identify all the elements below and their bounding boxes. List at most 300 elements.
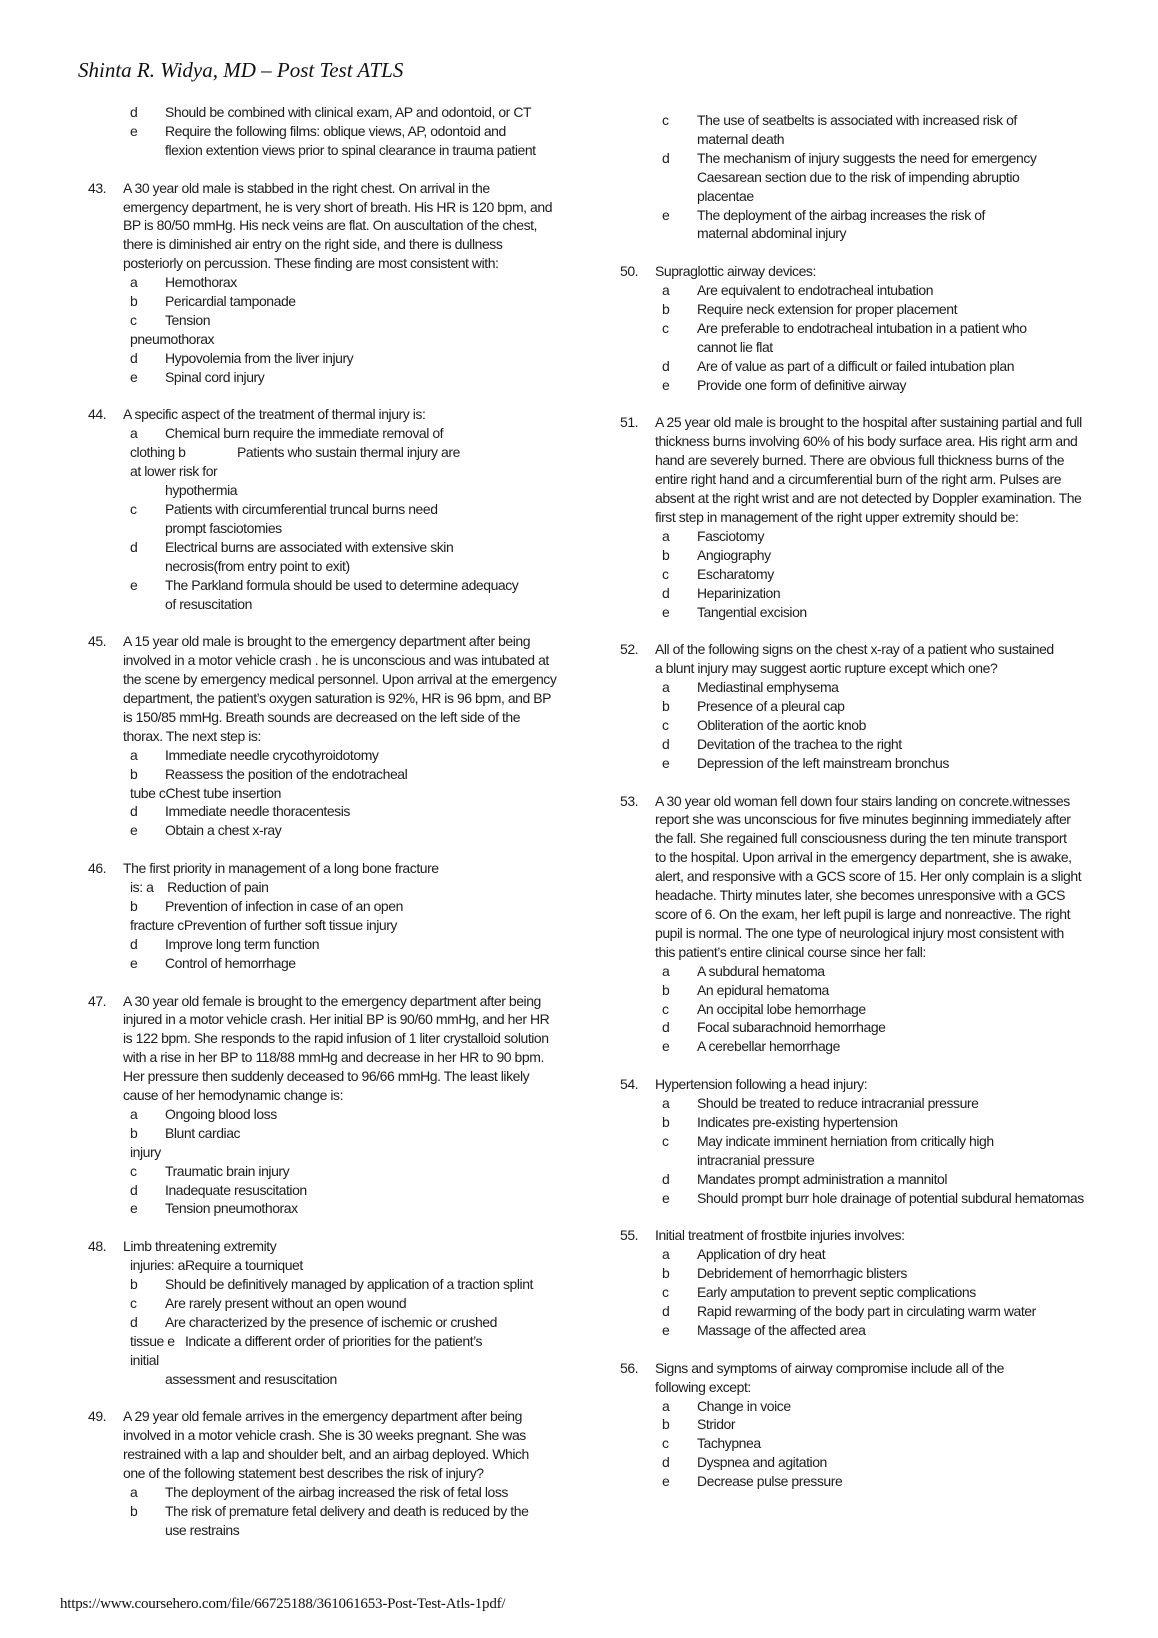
option-text: Application of dry heat (697, 1246, 826, 1263)
question-stem-line: Signs and symptoms of airway compromise include all of the (655, 1359, 1004, 1376)
option-row (123, 424, 601, 443)
option-text: Obtain a chest x-ray (165, 822, 282, 839)
option-text: Fasciotomy (697, 527, 765, 544)
continuation-line: injuries: aRequire a tourniquet (130, 1257, 303, 1274)
question-54 (618, 1075, 1133, 1207)
option-letter: b (662, 1265, 670, 1282)
question-stem-line: a blunt injury may suggest aortic rupture except which one? (655, 660, 998, 677)
option-text: The mechanism of injury suggests the need for emergency (697, 149, 1037, 166)
option-text: Presence of a pleural cap (697, 698, 845, 715)
option-text: Escharatomy (697, 565, 774, 582)
option-text: The deployment of the airbag increased the risk of fetal loss (165, 1484, 508, 1501)
option-row (655, 1094, 1133, 1113)
question-stem-line: hand are severely burned. There are obvious full thickness burns of the (655, 452, 1065, 469)
option-row (655, 1321, 1133, 1340)
option-row (655, 1434, 1133, 1453)
continuation-line: initial (130, 1351, 159, 1368)
option-letter: d (130, 1181, 138, 1198)
option-row (655, 584, 1133, 603)
option-row (123, 765, 601, 784)
option-row (655, 1415, 1133, 1434)
question-stem-line: absent at the right wrist and are not detected by Doppler examination. The (655, 490, 1082, 507)
option-row (123, 1313, 601, 1332)
option-text: Provide one form of definitive airway (697, 376, 907, 393)
option-row (655, 603, 1133, 622)
option-text: Tension (165, 311, 211, 328)
question-number: 48. (88, 1238, 107, 1255)
question-stem-line: A 30 year old woman fell down four stairs landing on concrete.witnesses (655, 792, 1070, 809)
option-letter: a (662, 679, 670, 696)
option-row (655, 1113, 1133, 1132)
option-text: Should prompt burr hole drainage of potential subdural hematomas (697, 1189, 1084, 1206)
option-letter: d (662, 1303, 670, 1319)
option-text: Spinal cord injury (165, 368, 265, 385)
two-column-layout (86, 103, 1133, 1559)
question-number: 50. (620, 263, 639, 280)
question-stem-line: A 25 year old male is brought to the hospital after sustaining partial and full (655, 414, 1082, 431)
option-text: Are rarely present without an open wound (165, 1295, 407, 1311)
option-row (655, 1302, 1133, 1321)
question-stem-line: A 15 year old male is brought to the emergency department after being (123, 633, 531, 650)
right-column (618, 103, 1133, 1559)
option-text: Should be definitively managed by application of a traction splint (165, 1276, 533, 1293)
question-number: 49. (88, 1408, 107, 1425)
question-stem-line: Supraglottic airway devices: (655, 263, 816, 280)
option-row (123, 746, 601, 765)
question-44 (86, 405, 601, 613)
option-row (123, 1105, 601, 1124)
left-column (86, 103, 601, 1559)
question-stem-line: following except: (655, 1378, 751, 1395)
option-letter: b (130, 293, 138, 310)
option-letter: b (130, 1502, 138, 1519)
option-row (655, 981, 1133, 1000)
option-letter: b (662, 301, 670, 318)
option-letter: c (662, 716, 669, 733)
option-text: Stridor (697, 1416, 736, 1433)
option-text: Are preferable to endotracheal intubation in a patient who (697, 319, 1027, 336)
option-letter: d (130, 104, 138, 120)
option-text: Massage of the affected area (697, 1321, 866, 1338)
option-letter: a (662, 962, 670, 979)
continuation-line: prompt fasciotomies (165, 519, 282, 536)
option-text: Tachypnea (697, 1435, 761, 1452)
question-53 (618, 792, 1133, 1057)
option-text: Dyspnea and agitation (697, 1454, 827, 1471)
question-stem-line: Her pressure then suddenly deceased to 96/66 mmHg. The least likely (123, 1068, 530, 1085)
option-text: Mediastinal emphysema (697, 679, 839, 696)
options-continuation-block (618, 111, 1133, 243)
option-text: Reassess the position of the endotracheal (165, 765, 408, 782)
option-text: Debridement of hemorrhagic blisters (697, 1265, 907, 1282)
continuation-line: at lower risk for (130, 463, 218, 480)
question-stem-line: The first priority in management of a long bone fracture (123, 860, 439, 877)
continuation-line: assessment and resuscitation (165, 1370, 337, 1387)
option-letter: a (662, 1397, 670, 1414)
option-letter: c (130, 1162, 137, 1179)
option-row (123, 935, 601, 954)
option-row (655, 716, 1133, 735)
option-text: Should be treated to reduce intracranial pressure (697, 1095, 979, 1112)
question-55 (618, 1226, 1133, 1339)
option-row (655, 1018, 1133, 1037)
question-stem-line: emergency department, he is very short of breath. His HR is 120 bpm, and (123, 198, 553, 215)
option-letter: d (662, 735, 670, 752)
question-stem-line: headache. Thirty minutes later, she becomes unresponsive with a GCS (655, 887, 1066, 904)
option-row (123, 821, 601, 840)
question-stem-line: alert, and responsive with a GCS score of 15. Her only complain is a slight (655, 868, 1082, 885)
question-46 (86, 859, 601, 972)
option-row (123, 1275, 601, 1294)
question-stem-line: Limb threatening extremity (123, 1238, 277, 1255)
question-number: 52. (620, 641, 639, 658)
option-text: Depression of the left mainstream bronchus (697, 754, 949, 771)
option-letter: b (662, 1416, 670, 1433)
question-stem-line: one of the following statement best describes the risk of injury? (123, 1465, 484, 1482)
option-row (655, 149, 1133, 168)
option-text: Are equivalent to endotracheal intubation (697, 282, 934, 299)
option-row (123, 897, 601, 916)
question-stem-line: BP is 80/50 mmHg. His neck veins are flat. On auscultation of the chest, (123, 217, 538, 234)
option-text: The Parkland formula should be used to determine adequacy (165, 576, 519, 593)
option-row (655, 376, 1133, 395)
option-row (655, 206, 1133, 225)
option-row (123, 292, 601, 311)
option-letter: d (130, 349, 138, 366)
question-stem-line: there is diminished air entry on the right side, and there is dullness (123, 236, 503, 253)
continuation-line: use restrains (165, 1521, 240, 1538)
option-row (123, 1162, 601, 1181)
option-text: Ongoing blood loss (165, 1105, 277, 1122)
option-letter: d (662, 357, 670, 374)
option-letter: b (130, 765, 138, 782)
continuation-line: cannot lie flat (697, 338, 773, 355)
option-row (655, 527, 1133, 546)
option-row (655, 1397, 1133, 1416)
option-row (123, 273, 601, 292)
option-row (655, 697, 1133, 716)
question-stem-line: the scene by emergency medical personnel. Upon arrival at the emergency (123, 671, 557, 688)
option-text: Immediate needle thoracentesis (165, 803, 350, 820)
option-text: A subdural hematoma (697, 962, 825, 979)
option-text: Decrease pulse pressure (697, 1473, 843, 1490)
option-text: Are characterized by the presence of ischemic or crushed (165, 1313, 497, 1330)
option-text: Hypovolemia from the liver injury (165, 349, 354, 366)
option-row (123, 122, 601, 141)
option-row (123, 1124, 601, 1143)
option-text: Hemothorax (165, 274, 237, 291)
option-letter: d (130, 1313, 138, 1330)
option-letter: a (662, 527, 670, 544)
option-letter: c (662, 319, 669, 336)
question-stem-line: injured in a motor vehicle crash. Her initial BP is 90/60 mmHg, and her HR (123, 1011, 550, 1028)
option-text: An occipital lobe hemorrhage (697, 1000, 866, 1017)
option-text: The deployment of the airbag increases the risk of (697, 206, 986, 223)
option-letter: a (662, 1246, 670, 1263)
option-text: Early amputation to prevent septic complications (697, 1284, 976, 1301)
question-50 (618, 262, 1133, 394)
option-row (123, 1502, 601, 1521)
question-45 (86, 632, 601, 840)
option-text: The risk of premature fetal delivery and death is reduced by the (165, 1502, 529, 1519)
option-text: Require neck extension for proper placement (697, 301, 958, 318)
option-row (655, 1037, 1133, 1056)
option-row (123, 311, 601, 330)
option-text: Obliteration of the aortic knob (697, 716, 866, 733)
option-row (655, 1170, 1133, 1189)
question-stem-line: A 30 year old male is stabbed in the right chest. On arrival in the (123, 179, 490, 196)
option-letter: e (130, 954, 138, 971)
continuation-line: maternal death (697, 130, 785, 147)
question-stem-line: cause of her hemodynamic change is: (123, 1087, 344, 1104)
continuation-line: injury (130, 1143, 161, 1160)
option-text: Immediate needle crycothyroidotomy (165, 746, 379, 763)
continuation-line: placentae (697, 187, 754, 204)
option-letter: d (130, 935, 138, 952)
options-continuation-block (86, 103, 601, 160)
continuation-line: flexion extention views prior to spinal clearance in trauma patient (165, 141, 536, 158)
option-text: Are of value as part of a difficult or failed intubation plan (697, 357, 1015, 374)
option-row (655, 1132, 1133, 1151)
option-letter: b (130, 1124, 138, 1141)
question-stem-line: is 122 bpm. She responds to the rapid infusion of 1 liter crystalloid solution (123, 1030, 549, 1047)
question-stem-line: All of the following signs on the chest x-ray of a patient who sustained (655, 641, 1054, 658)
option-letter: b (130, 1276, 138, 1293)
option-letter: d (662, 1170, 670, 1187)
option-letter: d (662, 149, 670, 166)
option-text: Pericardial tamponade (165, 293, 296, 310)
option-letter: e (662, 1189, 670, 1206)
question-stem-line: first step in management of the right upper extremity should be: (655, 509, 1019, 525)
option-row (655, 1453, 1133, 1472)
option-letter: e (662, 1473, 670, 1490)
option-letter: a (130, 746, 138, 763)
question-stem-line: Hypertension following a head injury: (655, 1076, 868, 1093)
option-letter: c (662, 112, 669, 128)
question-56 (618, 1359, 1133, 1491)
option-text: Change in voice (697, 1397, 791, 1414)
option-letter: d (662, 1019, 670, 1036)
option-row (655, 1472, 1133, 1491)
option-row (655, 735, 1133, 754)
option-letter: a (130, 1105, 138, 1122)
option-letter: d (662, 584, 670, 601)
option-row (655, 678, 1133, 697)
option-letter: c (662, 565, 669, 582)
option-row (655, 357, 1133, 376)
question-stem-line: entire right hand and a circumferential burn of the right arm. Pulses are (655, 471, 1062, 488)
question-stem-line: with a rise in her BP to 118/88 mmHg and decrease in her HR to 90 bpm. (123, 1049, 544, 1066)
option-text: An epidural hematoma (697, 981, 829, 998)
option-letter: e (662, 754, 670, 771)
continuation-line: is: a Reduction of pain (130, 879, 269, 896)
option-row (123, 802, 601, 821)
option-letter: d (130, 538, 138, 555)
option-letter: c (662, 1284, 669, 1301)
question-49 (86, 1407, 601, 1539)
option-row (123, 1483, 601, 1502)
option-row (655, 546, 1133, 565)
option-letter: e (662, 603, 670, 620)
question-51 (618, 413, 1133, 621)
option-letter: c (662, 1132, 669, 1149)
continuation-line: fracture cPrevention of further soft tissue injury (130, 916, 397, 933)
question-stem-line: the fall. She regained full consciousness during the ten minute transport (655, 830, 1067, 847)
option-letter: b (662, 546, 670, 563)
question-stem-line: is 150/85 mmHg. Breath sounds are decreased on the left side of the (123, 708, 521, 725)
option-letter: a (130, 274, 138, 291)
option-text: Should be combined with clinical exam, AP and odontoid, or CT (165, 104, 532, 120)
option-text: Focal subarachnoid hemorrhage (697, 1019, 886, 1036)
option-text: Rapid rewarming of the body part in circulating warm water (697, 1303, 1036, 1319)
option-text: Control of hemorrhage (165, 954, 296, 971)
option-row (123, 103, 601, 122)
option-letter: b (130, 898, 138, 914)
option-letter: e (130, 122, 138, 139)
option-row (655, 319, 1133, 338)
continuation-line: pneumothorax (130, 330, 215, 347)
continuation-line: intracranial pressure (697, 1151, 815, 1168)
continuation-line: tube cChest tube insertion (130, 784, 281, 801)
option-text: Inadequate resuscitation (165, 1181, 307, 1198)
option-letter: b (662, 981, 670, 998)
question-43 (86, 179, 601, 387)
question-number: 51. (620, 414, 639, 431)
continuation-line: clothing b Patients who sustain thermal injury are (130, 444, 460, 461)
option-letter: e (130, 822, 138, 839)
option-letter: b (662, 698, 670, 715)
question-stem-line: A specific aspect of the treatment of thermal injury is: (123, 406, 426, 423)
option-text: Chemical burn require the immediate removal of (165, 425, 444, 442)
continuation-line: Caesarean section due to the risk of impending abruptio (697, 168, 1020, 185)
question-stem-line: involved in a motor vehicle crash . he is unconscious and was intubated at (123, 652, 549, 669)
option-row (655, 1189, 1133, 1208)
option-row (655, 1245, 1133, 1264)
question-number: 44. (88, 406, 107, 423)
option-row (655, 962, 1133, 981)
option-text: Require the following films: oblique views, AP, odontoid and (165, 122, 506, 139)
option-row (123, 1199, 601, 1218)
option-letter: e (662, 1321, 670, 1338)
option-letter: b (662, 1113, 670, 1130)
question-48 (86, 1237, 601, 1388)
option-row (655, 565, 1133, 584)
option-letter: a (662, 282, 670, 299)
option-letter: a (130, 1484, 138, 1501)
question-number: 43. (88, 179, 107, 196)
option-text: Traumatic brain injury (165, 1162, 290, 1179)
option-letter: e (662, 206, 670, 223)
option-text: Indicates pre-existing hypertension (697, 1113, 898, 1130)
continuation-line: tissue e Indicate a different order of priorities for the patient’s (130, 1332, 483, 1349)
option-row (655, 300, 1133, 319)
continuation-line: maternal abdominal injury (697, 225, 847, 242)
question-stem-line: A 29 year old female arrives in the emergency department after being (123, 1408, 522, 1425)
option-row (655, 1264, 1133, 1283)
option-letter: e (130, 576, 138, 593)
option-row (655, 281, 1133, 300)
option-letter: a (130, 425, 138, 442)
option-row (655, 1000, 1133, 1019)
option-letter: c (130, 311, 137, 328)
option-row (655, 1283, 1133, 1302)
option-letter: d (662, 1454, 670, 1471)
question-52 (618, 640, 1133, 772)
option-text: Heparinization (697, 584, 781, 601)
question-stem-line: report she was unconscious for five minutes beginning immediately after (655, 811, 1071, 828)
question-stem-line: thorax. The next step is: (123, 727, 261, 744)
question-number: 45. (88, 633, 107, 650)
option-row (123, 954, 601, 973)
option-text: Mandates prompt administration a mannitol (697, 1170, 948, 1187)
option-row (655, 111, 1133, 130)
question-number: 56. (620, 1359, 639, 1376)
option-row (123, 1181, 601, 1200)
question-number: 47. (88, 992, 107, 1009)
document-title: Shinta R. Widya, MD – Post Test ATLS (78, 58, 404, 82)
option-text: Blunt cardiac (165, 1124, 241, 1141)
option-text: Angiography (697, 546, 771, 563)
option-letter: e (662, 1038, 670, 1055)
option-text: Patients with circumferential truncal burns need (165, 501, 438, 517)
question-stem-line: involved in a motor vehicle crash. She is 30 weeks pregnant. She was (123, 1427, 526, 1444)
option-letter: c (130, 501, 137, 517)
option-letter: e (130, 1200, 138, 1217)
question-stem-line: A 30 year old female is brought to the emergency department after being (123, 992, 541, 1009)
question-stem-line: this patient’s entire clinical course since her fall: (655, 943, 926, 960)
option-letter: c (130, 1295, 137, 1311)
question-stem-line: thickness burns involving 60% of his body surface area. His right arm and (655, 433, 1078, 450)
option-text: Electrical burns are associated with extensive skin (165, 538, 454, 555)
option-row (123, 538, 601, 557)
option-letter: e (662, 376, 670, 393)
question-stem-line: posteriorly on percussion. These finding are most consistent with: (123, 255, 499, 272)
option-letter: c (662, 1435, 669, 1452)
question-stem-line: to the hospital. Upon arrival in the emergency department, she is awake, (655, 849, 1072, 866)
option-letter: a (662, 1095, 670, 1112)
question-stem-line: restrained with a lap and shoulder belt, and an airbag deployed. Which (123, 1446, 529, 1463)
option-text: Tension pneumothorax (165, 1200, 298, 1217)
option-row (123, 368, 601, 387)
option-text: Improve long term function (165, 935, 320, 952)
option-text: Devitation of the trachea to the right (697, 735, 902, 752)
question-stem-line: score of 6. On the exam, her left pupil is large and nonreactive. The right (655, 906, 1071, 922)
option-text: The use of seatbelts is associated with increased risk of (697, 112, 1017, 128)
question-number: 53. (620, 792, 639, 809)
option-letter: d (130, 803, 138, 820)
option-text: May indicate imminent herniation from critically high (697, 1132, 994, 1149)
coursehero-source-url: https://www.coursehero.com/file/66725188/361061653-Post-Test-Atls-1pdf/ (60, 1596, 506, 1612)
question-stem-line: Initial treatment of frostbite injuries involves: (655, 1227, 905, 1244)
option-row (123, 349, 601, 368)
continuation-line: hypothermia (165, 482, 238, 499)
option-letter: c (662, 1000, 669, 1017)
option-row (123, 1294, 601, 1313)
option-text: A cerebellar hemorrhage (697, 1038, 840, 1055)
option-row (123, 576, 601, 595)
continuation-line: of resuscitation (165, 595, 252, 612)
option-text: Prevention of infection in case of an open (165, 898, 403, 914)
question-stem-line: department, the patient’s oxygen saturation is 92%, HR is 96 bpm, and BP (123, 690, 552, 707)
option-text: Tangential excision (697, 603, 807, 620)
question-number: 46. (88, 860, 107, 877)
continuation-line: necrosis(from entry point to exit) (165, 557, 350, 574)
question-number: 55. (620, 1227, 639, 1244)
question-stem-line: pupil is normal. The one type of neurological injury most consistent with (655, 924, 1064, 941)
option-row (123, 500, 601, 519)
option-letter: e (130, 368, 138, 385)
option-row (655, 754, 1133, 773)
